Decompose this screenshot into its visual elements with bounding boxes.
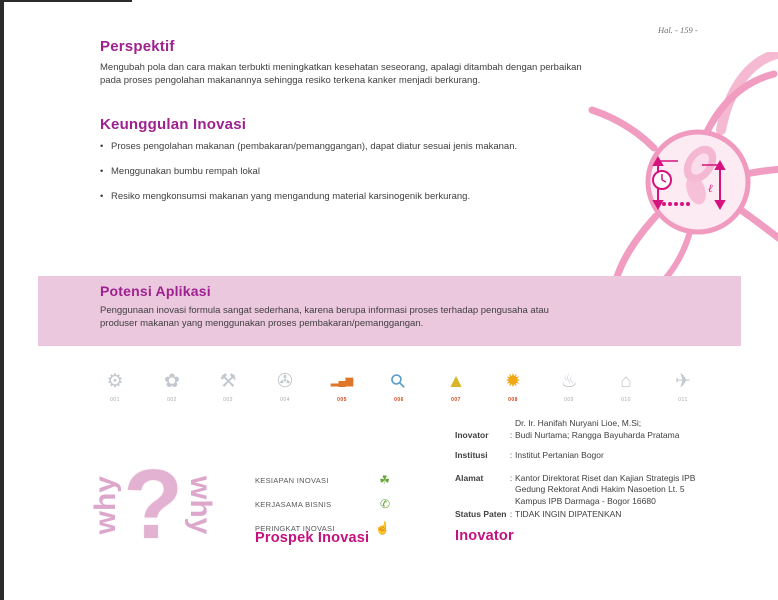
clock-icon	[653, 171, 671, 189]
construction-icon	[211, 368, 245, 403]
inovator-value: Budi Nurtama; Rangga Bayuharda Pratama	[515, 429, 680, 440]
sector-code: 008	[508, 397, 518, 403]
agriculture-land-icon	[439, 368, 473, 403]
sector-code: 009	[564, 397, 574, 403]
sector-code: 004	[280, 397, 290, 403]
sector-icons-row	[0, 368, 778, 412]
innovation-rank-thumb-icon: ☝	[375, 521, 390, 535]
sector-code: 001	[110, 397, 120, 403]
energy-flame-icon	[496, 368, 530, 403]
why-logo	[89, 446, 217, 564]
readiness-sprout-icon: ☘	[379, 473, 390, 487]
growth-chart-icon	[325, 368, 359, 403]
sector-code: 010	[621, 397, 631, 403]
research-magnifier-icon: ⚲	[386, 369, 411, 394]
keunggulan-title: Keunggulan Inovasi	[100, 116, 247, 133]
colon: :	[509, 472, 513, 483]
transport-icon	[666, 368, 700, 403]
business-cooperation-icon: ✆	[379, 497, 390, 511]
status-paten-value: TIDAK INGIN DIPATENKAN	[515, 509, 622, 519]
inovator-label: Inovator	[455, 429, 489, 440]
tools-icon: ✇	[277, 371, 293, 392]
sector-code: 007	[451, 397, 461, 403]
page-top-border	[0, 0, 132, 2]
inovator-title: Inovator	[455, 528, 514, 544]
colon: :	[509, 429, 513, 440]
food-commodity-icon	[155, 368, 189, 403]
bullet-item: • Proses pengolahan makanan (pembakaran/pemanggangan), dapat diatur sesuai jenis makanan.	[100, 141, 640, 153]
status-paten-label: Status Paten	[455, 509, 507, 519]
colon: :	[509, 450, 513, 460]
food-processing-icon: ♨	[560, 371, 578, 392]
sector-code: 006	[394, 397, 404, 403]
decorative-splash-graphic	[578, 52, 778, 287]
bullet-item: • Menggunakan bumbu rempah lokal	[100, 166, 640, 178]
alamat-label: Alamat	[455, 472, 484, 483]
alamat-value	[515, 473, 767, 508]
potensi-body: Penggunaan inovasi formula sangat sederhana, karena berupa informasi proses terhadap pengusaha atau produser makanan yang menggunakan proses pembakaran/pemanggangan.	[100, 305, 549, 329]
institusi-value: Institut Pertanian Bogor	[515, 450, 604, 460]
bullet-item: • Resiko mengkonsumsi makanan yang mengandung material karsinogenik berkurang.	[100, 191, 640, 203]
sector-code: 005	[337, 397, 347, 403]
keunggulan-bullets	[100, 141, 640, 216]
potensi-title: Potensi Aplikasi	[100, 283, 211, 299]
potensi-aplikasi-band	[38, 276, 741, 346]
alamat-line: Kampus IPB Darmaga - Bogor 16680	[515, 495, 656, 506]
why-logo-word-right: why	[183, 475, 217, 535]
page-number: Hal. - 159 -	[658, 25, 698, 35]
machinery-icon: ⚙	[106, 371, 124, 392]
prospek-row	[255, 492, 390, 516]
growth-chart-icon: ▂▄▆	[330, 376, 354, 387]
alamat-row	[455, 473, 767, 508]
colon: :	[509, 509, 513, 519]
agriculture-land-icon: ▲	[446, 371, 466, 392]
perspektif-title: Perspektif	[100, 38, 175, 55]
construction-icon: ⚒	[219, 371, 237, 392]
inovator-row	[455, 430, 767, 442]
why-logo-word-left: why	[89, 475, 123, 535]
perspektif-body: Mengubah pola dan cara makan terbukti meningkatkan kesehatan seseorang, apalagi ditambah dengan perbaikan pada proses pengolahan makanannya sehingga resiko terkena kanker menjadi berkurang.	[100, 62, 582, 86]
institusi-row	[455, 450, 767, 462]
sector-code: 002	[167, 397, 177, 403]
institusi-label: Institusi	[455, 450, 488, 460]
research-magnifier-icon	[382, 368, 416, 403]
prospek-title: Prospek Inovasi	[255, 530, 370, 546]
transport-icon: ✈	[675, 371, 691, 392]
energy-flame-icon: ✹	[505, 371, 521, 392]
peringkat-inovasi-label: PERINGKAT INOVASI	[255, 523, 335, 533]
inovator-name-line1: Dr. Ir. Hanifah Nuryani Lioe, M.Si;	[515, 418, 642, 428]
status-paten-row	[455, 509, 767, 521]
svg-text:ℓ: ℓ	[708, 183, 713, 195]
food-commodity-icon: ✿	[164, 371, 180, 392]
sector-code: 011	[678, 397, 688, 403]
dome-building-icon	[609, 368, 643, 403]
dome-building-icon: ⌂	[620, 371, 632, 392]
kesiapan-inovasi-label: KESIAPAN INOVASI	[255, 475, 329, 485]
page-left-border	[0, 0, 4, 600]
sector-code: 003	[223, 397, 233, 403]
prospek-row	[255, 468, 390, 492]
alamat-line: Kantor Direktorat Riset dan Kajian Strategis IPB	[515, 472, 696, 483]
tools-icon	[268, 368, 302, 403]
machinery-icon	[98, 368, 132, 403]
question-mark-icon: ?	[123, 449, 183, 560]
food-processing-icon	[552, 368, 586, 403]
kerjasama-bisnis-label: KERJASAMA BISNIS	[255, 499, 332, 509]
inovator-block	[455, 418, 767, 521]
alamat-line: Gedung Rektorat Andi Hakim Nasoetion Lt. 5	[515, 484, 685, 494]
